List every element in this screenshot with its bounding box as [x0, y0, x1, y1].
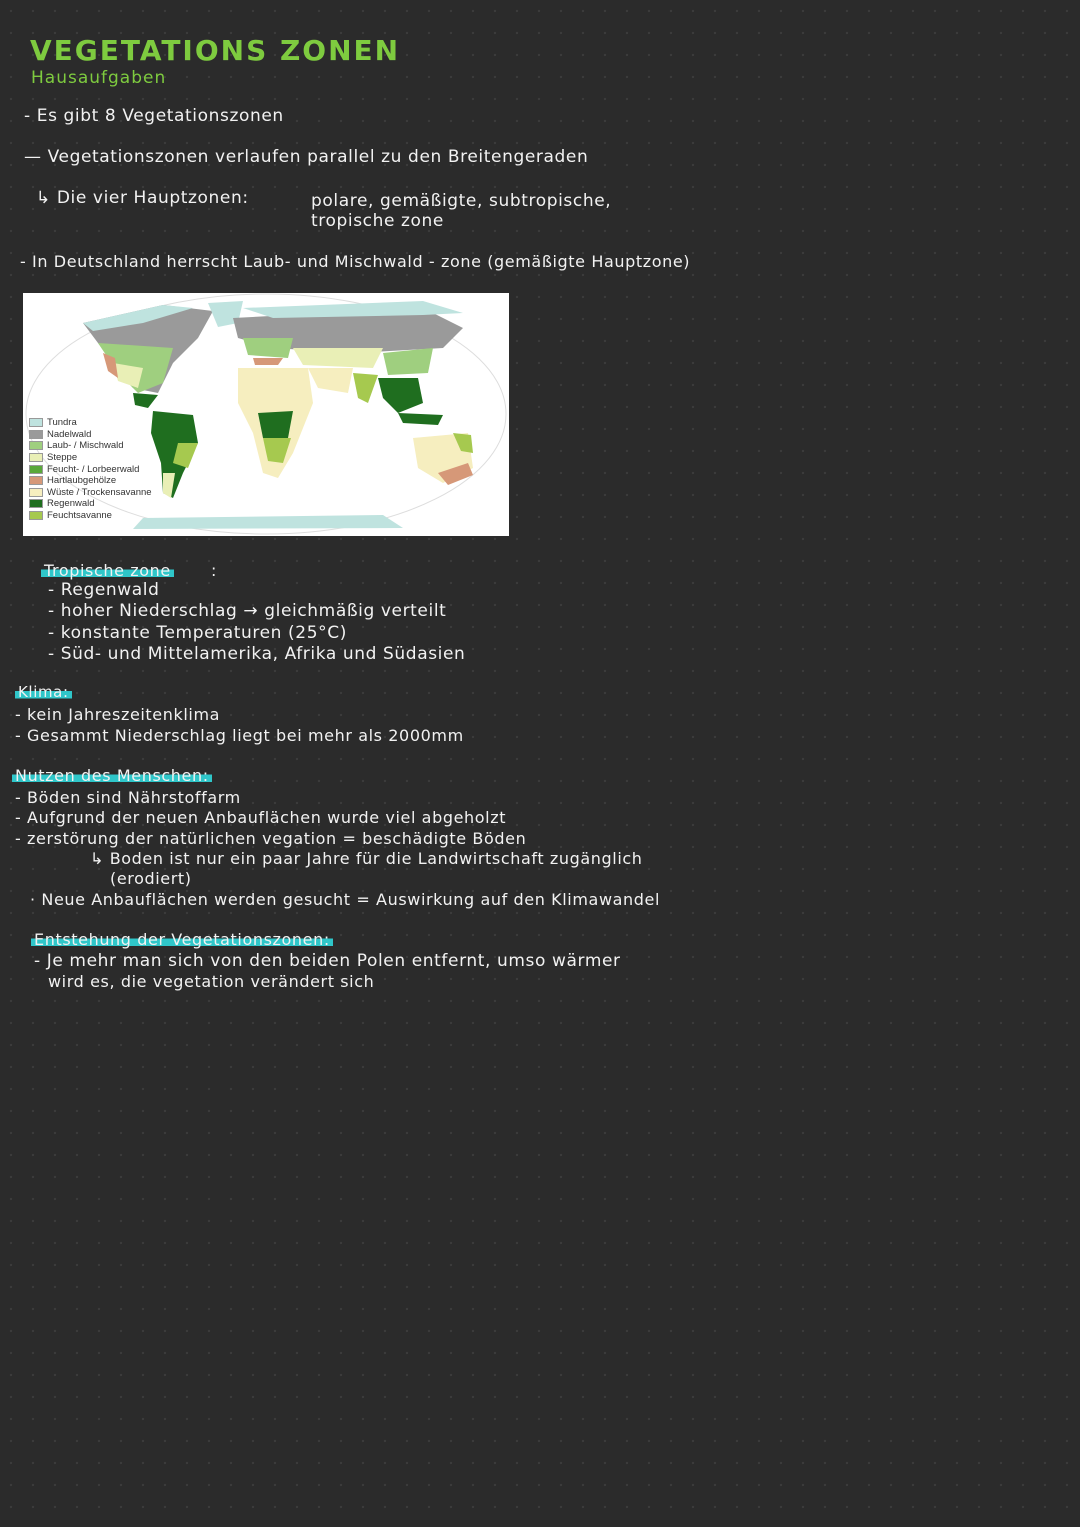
legend-item — [29, 440, 152, 452]
entstehung-item-line-1: - Je mehr man sich von den beiden Polen entfernt, umso wärmer — [34, 951, 621, 971]
intro-line-parallel: — Vegetationszonen verlaufen parallel zu den Breitengeraden — [24, 147, 589, 167]
tropisch-item-temperature: - konstante Temperaturen (25°C) — [48, 623, 347, 643]
intro-line-germany: - In Deutschland herrscht Laub- und Mischwald - zone (gemäßigte Hauptzone) — [20, 252, 691, 271]
legend-item — [29, 429, 152, 441]
tropisch-heading-colon: : — [211, 561, 217, 580]
legend-label: Feucht- / Lorbeerwald — [47, 463, 140, 475]
page-subtitle: Hausaufgaben — [31, 68, 167, 88]
legend-label: Tundra — [47, 417, 77, 429]
legend-swatch — [29, 465, 43, 474]
tropisch-item-regions: - Süd- und Mittelamerika, Afrika und Südasien — [48, 644, 466, 664]
legend-swatch — [29, 441, 43, 450]
legend-swatch — [29, 453, 43, 462]
legend-item — [29, 417, 152, 429]
nutzen-item-soil: - Böden sind Nährstoffarm — [15, 788, 241, 807]
nutzen-item-deforestation: - Aufgrund der neuen Anbauflächen wurde viel abgeholzt — [15, 808, 507, 827]
legend-swatch — [29, 511, 43, 520]
nutzen-heading: Nutzen des Menschen: — [12, 766, 212, 785]
intro-line-main-zones-label: ↳ Die vier Hauptzonen: — [36, 188, 249, 208]
legend-swatch — [29, 499, 43, 508]
legend-item — [29, 487, 152, 499]
legend-item — [29, 452, 152, 464]
legend-label: Steppe — [47, 452, 78, 464]
nutzen-item-climate-change: · Neue Anbauflächen werden gesucht = Auswirkung auf den Klimawandel — [30, 890, 661, 909]
klima-heading: Klima: — [15, 683, 72, 701]
legend-item — [29, 475, 152, 487]
intro-line-main-zones-values: polare, gemäßigte, subtropische, — [311, 191, 612, 211]
legend-swatch — [29, 430, 43, 439]
legend-label: Feuchtsavanne — [47, 510, 112, 522]
intro-line-zone-count: - Es gibt 8 Vegetationszonen — [24, 106, 284, 126]
legend-item — [29, 510, 152, 522]
page-title: VEGETATIONS ZONEN — [30, 34, 401, 67]
legend-label: Nadelwald — [47, 428, 92, 440]
legend-label: Hartlaubgehölze — [47, 475, 117, 487]
legend-swatch — [29, 488, 43, 497]
nutzen-item-eroded: (erodiert) — [110, 869, 192, 888]
vegetation-world-map — [23, 293, 509, 536]
intro-line-main-zones-values-2: tropische zone — [311, 211, 444, 231]
legend-label: Regenwald — [47, 498, 95, 510]
map-legend — [29, 417, 152, 521]
legend-item — [29, 498, 152, 510]
legend-label: Wüste / Trockensavanne — [47, 486, 152, 498]
tropisch-heading: Tropische zone — [41, 561, 174, 580]
tropisch-item-precipitation: - hoher Niederschlag → gleichmäßig verteilt — [48, 601, 447, 621]
klima-item-precipitation: - Gesammt Niederschlag liegt bei mehr als 2000mm — [15, 726, 464, 745]
legend-swatch — [29, 418, 43, 427]
legend-item — [29, 463, 152, 475]
nutzen-item-agriculture: ↳ Boden ist nur ein paar Jahre für die Landwirtschaft zugänglich — [90, 849, 643, 868]
entstehung-item-line-2: wird es, die vegetation verändert sich — [48, 972, 375, 991]
legend-label: Laub- / Mischwald — [47, 440, 124, 452]
nutzen-item-destruction: - zerstörung der natürlichen vegation = beschädigte Böden — [15, 829, 527, 848]
entstehung-heading: Entstehung der Vegetationszonen: — [31, 930, 333, 949]
legend-swatch — [29, 476, 43, 485]
tropisch-item-rainforest: - Regenwald — [48, 580, 160, 600]
klima-item-no-seasons: - kein Jahreszeitenklima — [15, 705, 221, 724]
